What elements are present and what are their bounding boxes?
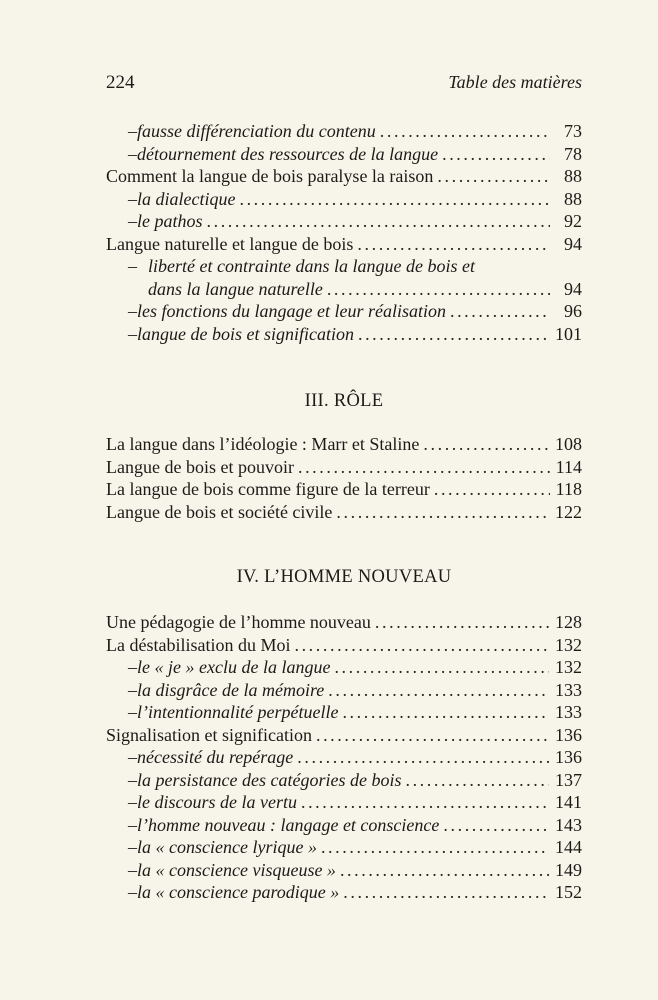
entry-page-number: 152: [555, 882, 582, 902]
dot-leader: [450, 300, 550, 323]
entry-title: langue de bois et signification: [137, 323, 354, 344]
entry-title: liberté et contrainte dans la langue de bois et: [148, 256, 475, 276]
dot-leader: [343, 881, 549, 904]
entry-title: le pathos: [137, 211, 203, 231]
dot-leader: [340, 859, 549, 882]
entry-page-number: 136: [555, 724, 582, 745]
toc-subentry: [106, 814, 582, 837]
toc-subentry: [106, 859, 582, 882]
entry-title: La langue de bois comme figure de la terreur: [106, 479, 430, 499]
entry-dash: –: [128, 837, 137, 857]
entry-page-number: 108: [555, 434, 582, 454]
entry-page-number: 96: [564, 301, 582, 321]
entry-page-number: 136: [555, 747, 582, 767]
entry-title: la dialectique: [137, 188, 236, 209]
toc-subentry: [106, 188, 582, 211]
entry-title: Une pédagogie de l’homme nouveau: [106, 612, 371, 632]
toc-entry: [106, 478, 582, 501]
entry-page-number: 137: [555, 769, 582, 790]
entry-title: la disgrâce de la mémoire: [137, 679, 325, 700]
toc-subentry: [106, 323, 582, 346]
entry-dash: –: [128, 702, 137, 722]
entry-title: détournement des ressources de la langue: [137, 143, 439, 164]
entry-page-number: 94: [564, 278, 582, 299]
dot-leader: [375, 611, 549, 634]
entry-page-number: 122: [555, 501, 582, 522]
entry-dash: –: [128, 211, 137, 231]
dot-leader: [321, 836, 549, 859]
dot-leader: [239, 188, 550, 211]
entry-title: La langue dans l’idéologie : Marr et Staline: [106, 434, 420, 454]
entry-page-number: 128: [555, 612, 582, 632]
toc-subentry: [106, 143, 582, 166]
entry-page-number: 133: [555, 702, 582, 722]
toc-subentry: [106, 656, 582, 679]
dot-leader: [358, 323, 549, 346]
dot-leader: [328, 679, 549, 702]
dot-leader: [443, 814, 549, 837]
toc-entry: [106, 456, 582, 479]
entry-dash: –: [128, 882, 137, 902]
entry-page-number: 144: [555, 837, 582, 857]
entry-title: la « conscience lyrique »: [137, 837, 317, 857]
entry-page-number: 149: [555, 859, 582, 880]
entry-dash: –: [128, 121, 137, 141]
entry-title: Langue naturelle et langue de bois: [106, 233, 354, 254]
toc-subentry: [106, 679, 582, 702]
dot-leader: [405, 769, 549, 792]
entry-title: le « je » exclu de la langue: [137, 657, 331, 677]
entry-title: les fonctions du langage et leur réalisation: [137, 301, 446, 321]
dot-leader: [297, 746, 549, 769]
toc-subentry-continuation: [106, 278, 582, 301]
entry-title: Langue de bois et pouvoir: [106, 456, 294, 477]
entry-dash: –: [128, 657, 137, 677]
entry-title: la « conscience parodique »: [137, 882, 340, 902]
dot-leader: [316, 724, 549, 747]
toc-block-role: [106, 433, 582, 523]
page-header: [106, 72, 582, 98]
entry-dash: –: [128, 143, 137, 164]
toc-entry: [106, 724, 582, 747]
entry-page-number: 114: [555, 456, 582, 477]
entry-dash: –: [128, 301, 137, 321]
dot-leader: [336, 501, 549, 524]
entry-dash: –: [128, 769, 137, 790]
entry-title: Signalisation et signification: [106, 724, 312, 745]
page-number: 224: [106, 72, 135, 93]
entry-title: le discours de la vertu: [137, 792, 297, 812]
entry-page-number: 118: [555, 479, 582, 499]
toc-block-homme-nouveau: [106, 611, 582, 904]
dot-leader: [294, 634, 549, 657]
entry-dash: –: [128, 256, 137, 276]
entry-page-number: 94: [564, 233, 582, 254]
toc-subentry: [106, 836, 582, 859]
toc-entry: [106, 634, 582, 657]
entry-page-number: 133: [555, 679, 582, 700]
entry-title: la « conscience visqueuse »: [137, 859, 336, 880]
entry-title: l’intentionnalité perpétuelle: [137, 702, 339, 722]
entry-dash: –: [128, 747, 137, 767]
toc-subentry: [106, 255, 582, 278]
entry-title: fausse différenciation du contenu: [137, 121, 376, 141]
entry-dash: –: [128, 814, 137, 835]
toc-entry: [106, 611, 582, 634]
toc-subentry: [106, 881, 582, 904]
dot-leader: [298, 456, 550, 479]
toc-subentry: [106, 701, 582, 724]
toc-entry: [106, 165, 582, 188]
section-title-homme-nouveau: IV. L’HOMME NOUVEAU: [236, 567, 452, 587]
entry-page-number: 143: [555, 814, 582, 835]
running-title: Table des matières: [448, 72, 582, 92]
entry-dash: –: [128, 323, 137, 344]
entry-page-number: 73: [564, 121, 582, 141]
entry-title: Langue de bois et société civile: [106, 501, 333, 522]
dot-leader: [207, 210, 551, 233]
entry-title-continued: dans la langue naturelle: [148, 278, 323, 299]
dot-leader: [437, 165, 550, 188]
entry-page-number: 141: [555, 792, 582, 812]
entry-page-number: 78: [564, 143, 582, 164]
entry-title: La déstabilisation du Moi: [106, 634, 291, 655]
entry-page-number: 88: [564, 188, 582, 209]
toc-subentry: [106, 300, 582, 323]
entry-page-number: 88: [564, 166, 582, 186]
entry-dash: –: [128, 859, 137, 880]
entry-page-number: 101: [555, 323, 582, 344]
entry-dash: –: [128, 679, 137, 700]
entry-page-number: 132: [555, 657, 582, 677]
section-title-role: III. RÔLE: [304, 391, 384, 411]
entry-dash: –: [128, 188, 137, 209]
toc-subentry: [106, 120, 582, 143]
toc-entry: [106, 501, 582, 524]
dot-leader: [442, 143, 550, 166]
toc-subentry: [106, 791, 582, 814]
toc-subentry: [106, 746, 582, 769]
toc-block-continued: [106, 120, 582, 345]
dot-leader: [327, 278, 550, 301]
dot-leader: [357, 233, 550, 256]
entry-dash: –: [128, 792, 137, 812]
toc-subentry: [106, 769, 582, 792]
dot-leader: [434, 478, 550, 501]
entry-title: l’homme nouveau : langage et conscience: [137, 814, 440, 835]
dot-leader: [301, 791, 549, 814]
dot-leader: [380, 120, 550, 143]
dot-leader: [423, 433, 549, 456]
entry-page-number: 132: [555, 634, 582, 655]
dot-leader: [334, 656, 549, 679]
toc-subentry: [106, 210, 582, 233]
dot-leader: [342, 701, 549, 724]
toc-entry: [106, 433, 582, 456]
entry-title: nécessité du repérage: [137, 747, 294, 767]
toc-entry: [106, 233, 582, 256]
entry-page-number: 92: [564, 211, 582, 231]
entry-title: la persistance des catégories de bois: [137, 769, 402, 790]
entry-title: Comment la langue de bois paralyse la raison: [106, 166, 434, 186]
